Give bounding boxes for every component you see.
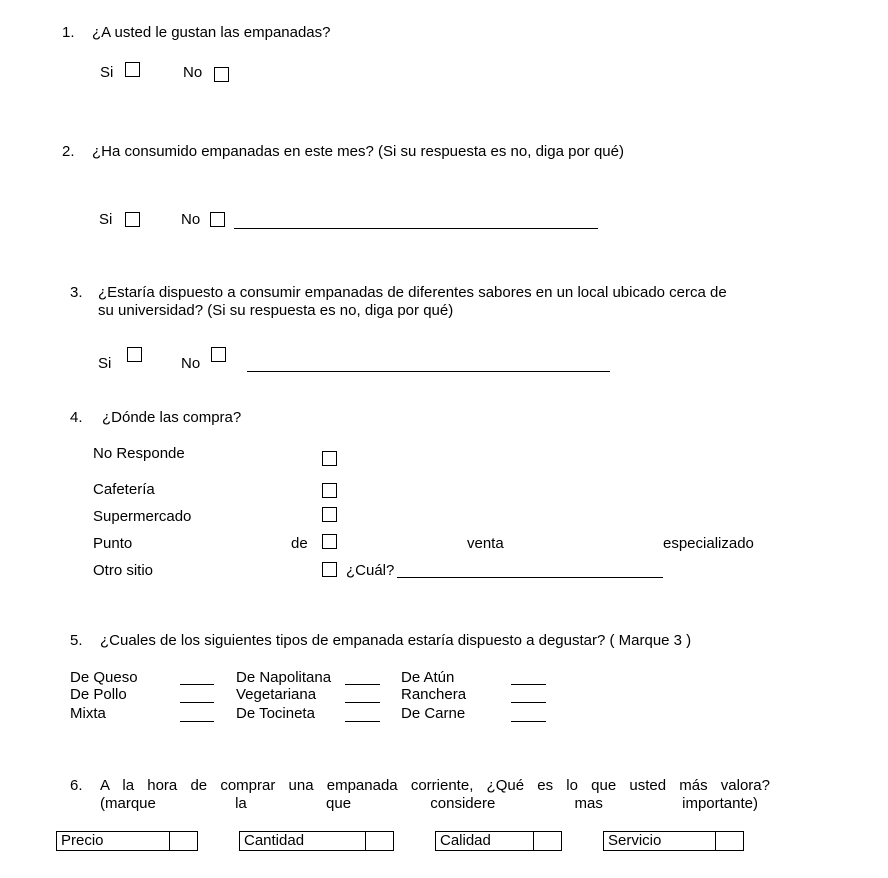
- q6-option-servicio: [603, 831, 744, 851]
- q6-option-calidad: [435, 831, 562, 851]
- q6-option-checkbox[interactable]: [365, 832, 366, 850]
- q3-yes-label: Si: [98, 355, 112, 372]
- q4-option-label: Supermercado: [93, 508, 192, 525]
- q4-option-label: Punto: [93, 535, 133, 552]
- q1-yes-checkbox[interactable]: [125, 62, 140, 77]
- q4-option-label: No Responde: [93, 445, 185, 462]
- q4-option-checkbox[interactable]: [322, 483, 337, 498]
- q5-blank[interactable]: [180, 702, 214, 703]
- q6-option-checkbox[interactable]: [715, 832, 716, 850]
- q4-option-label-part: especializado: [663, 535, 754, 552]
- q5-option-label: Ranchera: [401, 686, 467, 703]
- q4-number: 4.: [70, 409, 83, 426]
- q4-option-label: Otro sitio: [93, 562, 154, 579]
- q6-option-label: Cantidad: [244, 832, 305, 849]
- q4-option-label-part: de: [291, 535, 308, 552]
- q5-blank[interactable]: [180, 721, 214, 722]
- q3-reason-line[interactable]: [247, 371, 610, 372]
- q5-option-label: De Tocineta: [236, 705, 315, 722]
- q6-option-precio: [56, 831, 198, 851]
- q6-option-checkbox[interactable]: [533, 832, 534, 850]
- q5-option-label: De Atún: [401, 669, 455, 686]
- q2-yes-checkbox[interactable]: [125, 212, 140, 227]
- q6-text-line1: A la hora de comprar una empanada corriente, ¿Qué es lo que usted más valora?: [100, 777, 770, 794]
- q2-no-checkbox[interactable]: [210, 212, 225, 227]
- q4-text: ¿Dónde las compra?: [102, 409, 242, 426]
- q5-blank[interactable]: [511, 702, 546, 703]
- q2-reason-line[interactable]: [234, 228, 598, 229]
- q6-number: 6.: [70, 777, 83, 794]
- q4-other-label: ¿Cuál?: [346, 562, 395, 579]
- q3-no-checkbox[interactable]: [211, 347, 226, 362]
- q3-text-line2: su universidad? (Si su respuesta es no, diga por qué): [98, 302, 454, 319]
- q1-no-checkbox[interactable]: [214, 67, 229, 82]
- q3-no-label: No: [181, 355, 201, 372]
- q1-number: 1.: [62, 24, 75, 41]
- q4-option-label: Cafetería: [93, 481, 155, 498]
- q5-blank[interactable]: [345, 702, 380, 703]
- q4-option-checkbox[interactable]: [322, 534, 337, 549]
- q1-no-label: No: [183, 64, 203, 81]
- q2-text: ¿Ha consumido empanadas en este mes? (Si su respuesta es no, diga por qué): [92, 143, 624, 160]
- q5-blank[interactable]: [345, 684, 380, 685]
- q4-option-checkbox[interactable]: [322, 451, 337, 466]
- q4-option-label-part: venta: [467, 535, 504, 552]
- q4-option-checkbox[interactable]: [322, 507, 337, 522]
- q5-option-label: Mixta: [70, 705, 106, 722]
- q5-number: 5.: [70, 632, 83, 649]
- q5-blank[interactable]: [511, 721, 546, 722]
- q1-yes-label: Si: [100, 64, 114, 81]
- q5-text: ¿Cuales de los siguientes tipos de empanada estaría dispuesto a degustar? ( Marque 3 ): [100, 632, 692, 649]
- q5-option-label: De Pollo: [70, 686, 127, 703]
- q3-yes-checkbox[interactable]: [127, 347, 142, 362]
- q3-text-line1: ¿Estaría dispuesto a consumir empanadas de diferentes sabores en un local ubicado cerca de: [98, 284, 727, 301]
- q6-option-label: Servicio: [608, 832, 662, 849]
- q5-option-label: De Napolitana: [236, 669, 332, 686]
- q3-number: 3.: [70, 284, 83, 301]
- q6-option-checkbox[interactable]: [169, 832, 170, 850]
- q6-text-line2: (marque la que considere mas importante): [100, 795, 758, 812]
- q5-option-label: Vegetariana: [236, 686, 317, 703]
- q5-blank[interactable]: [180, 684, 214, 685]
- q6-option-cantidad: [239, 831, 394, 851]
- q2-no-label: No: [181, 211, 201, 228]
- q5-option-label: De Queso: [70, 669, 138, 686]
- q4-option-checkbox[interactable]: [322, 562, 337, 577]
- q5-blank[interactable]: [345, 721, 380, 722]
- q5-blank[interactable]: [511, 684, 546, 685]
- q6-option-label: Calidad: [440, 832, 491, 849]
- q5-option-label: De Carne: [401, 705, 466, 722]
- q2-number: 2.: [62, 143, 75, 160]
- q6-option-label: Precio: [61, 832, 104, 849]
- q4-other-line[interactable]: [397, 577, 663, 578]
- q1-text: ¿A usted le gustan las empanadas?: [92, 24, 331, 41]
- q2-yes-label: Si: [99, 211, 113, 228]
